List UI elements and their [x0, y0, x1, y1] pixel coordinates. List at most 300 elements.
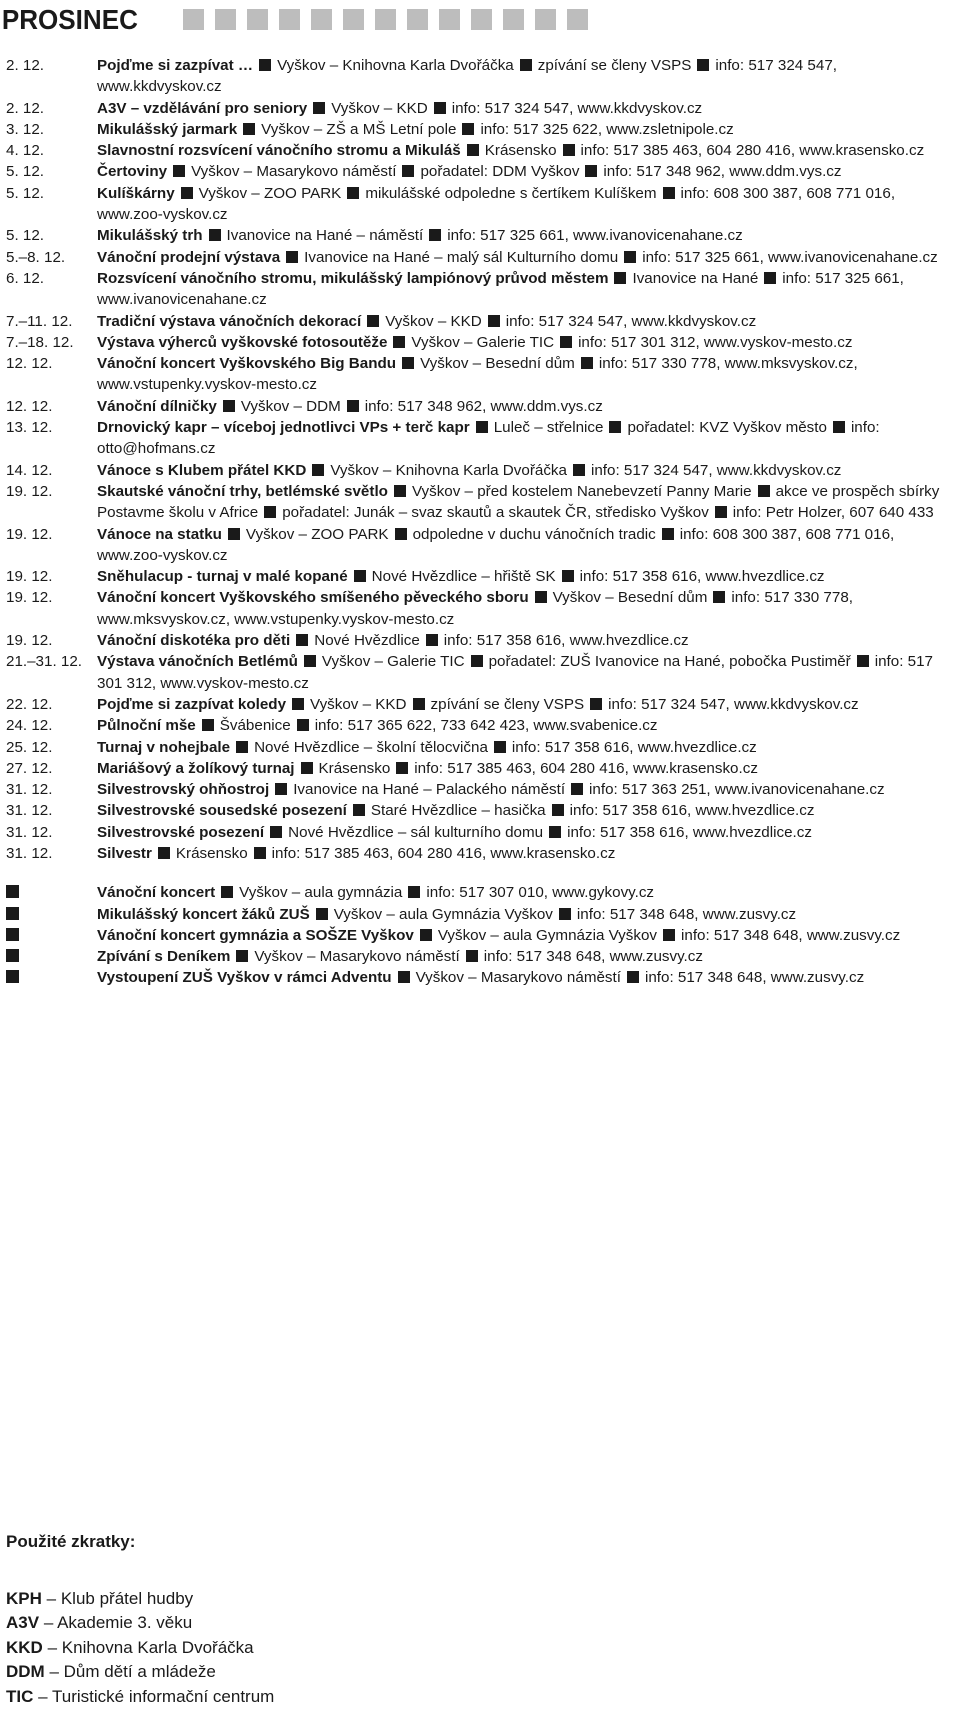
abbreviation-key: A3V	[6, 1613, 39, 1632]
event-row	[6, 311, 956, 332]
event-title: Mikulášský trh	[97, 227, 203, 244]
event-row	[6, 268, 956, 311]
event-details	[97, 630, 956, 651]
separator-square-icon	[466, 950, 478, 962]
event-info: info: 517 330 778, www.mksvyskov.cz, www.vstupenky.vyskov-mesto.cz	[97, 589, 853, 627]
separator-square-icon	[243, 123, 255, 135]
event-info: info: 517 358 616, www.hvezdlice.cz	[570, 802, 815, 819]
event-details	[97, 904, 956, 925]
event-info: info: 517 358 616, www.hvezdlice.cz	[567, 824, 812, 841]
separator-square-icon	[559, 908, 571, 920]
event-row	[6, 140, 956, 161]
event-info: info: 517 324 547, www.kkdvyskov.cz	[591, 462, 841, 479]
event-info: Vyškov – KKD	[331, 100, 428, 117]
event-details	[97, 481, 956, 524]
event-date: 5.–8. 12.	[6, 247, 97, 268]
separator-square-icon	[715, 506, 727, 518]
event-info: info: 517 363 251, www.ivanovicenahane.cz	[589, 781, 885, 798]
event-date: 19. 12.	[6, 587, 97, 630]
event-title: Výstava výherců vyškovské fotosoutěže	[97, 334, 387, 351]
event-info: info: 608 300 387, 608 771 016, www.zoo-vyskov.cz	[97, 185, 895, 223]
separator-square-icon	[158, 847, 170, 859]
event-row	[6, 55, 956, 98]
event-info: info: 517 358 616, www.hvezdlice.cz	[580, 568, 825, 585]
separator-square-icon	[396, 762, 408, 774]
event-title: Rozsvícení vánočního stromu, mikulášský lampiónový průvod městem	[97, 270, 608, 287]
event-info: Vyškov – Galerie TIC	[322, 653, 465, 670]
abbreviation-dash: –	[48, 1638, 57, 1657]
event-info: info: 517 358 616, www.hvezdlice.cz	[512, 739, 757, 756]
separator-square-icon	[494, 741, 506, 753]
abbreviation-item	[6, 1587, 406, 1612]
event-info: akce ve prospěch sbírky Postavme školu v Africe	[97, 483, 939, 521]
event-title: Vánoční prodejní výstava	[97, 249, 280, 266]
event-title: Čertoviny	[97, 163, 167, 180]
event-row	[6, 119, 956, 140]
event-details	[97, 353, 956, 396]
event-info: Ivanovice na Hané	[632, 270, 758, 287]
event-date: 19. 12.	[6, 566, 97, 587]
event-info: pořadatel: Junák – svaz skautů a skautek ČR, středisko Vyškov	[282, 504, 709, 521]
event-info: Vyškov – aula gymnázia	[239, 884, 402, 901]
separator-square-icon	[254, 847, 266, 859]
event-details	[97, 566, 956, 587]
event-info: info: 517 325 661, www.ivanovicenahane.cz	[97, 270, 904, 308]
header-square	[375, 9, 396, 30]
bullet-square-icon	[6, 885, 19, 898]
event-info: Krásensko	[176, 845, 248, 862]
separator-square-icon	[173, 165, 185, 177]
event-info: info: 517 348 962, www.ddm.vys.cz	[603, 163, 841, 180]
event-date: 2. 12.	[6, 98, 97, 119]
event-info: zpívání se členy VSPS	[431, 696, 585, 713]
separator-square-icon	[614, 272, 626, 284]
separator-square-icon	[590, 698, 602, 710]
event-details	[97, 524, 956, 567]
event-info: Vyškov – Besední dům	[420, 355, 575, 372]
event-details	[97, 140, 956, 161]
event-date: 5. 12.	[6, 225, 97, 246]
event-details	[97, 967, 956, 988]
event-title: Vánoční dílničky	[97, 398, 217, 415]
event-title: Vystoupení ZUŠ Vyškov v rámci Adventu	[97, 969, 392, 986]
event-info: info: 517 385 463, 604 280 416, www.krasensko.cz	[414, 760, 758, 777]
separator-square-icon	[476, 421, 488, 433]
event-details	[97, 119, 956, 140]
separator-square-icon	[467, 144, 479, 156]
header-square	[535, 9, 556, 30]
separator-square-icon	[408, 886, 420, 898]
bullet-square-icon	[6, 949, 19, 962]
event-info: info: 517 385 463, 604 280 416, www.krasensko.cz	[272, 845, 616, 862]
event-date: 31. 12.	[6, 822, 97, 843]
event-info: Vyškov – KKD	[310, 696, 407, 713]
separator-square-icon	[202, 719, 214, 731]
header-square	[279, 9, 300, 30]
event-date: 2. 12.	[6, 55, 97, 98]
event-info: info: 517 324 547, www.kkdvyskov.cz	[452, 100, 702, 117]
separator-square-icon	[413, 698, 425, 710]
abbreviation-value: Knihovna Karla Dvořáčka	[62, 1638, 254, 1657]
event-details	[97, 843, 956, 864]
event-info: Vyškov – před kostelem Nanebevzetí Panny Marie	[412, 483, 752, 500]
separator-square-icon	[228, 528, 240, 540]
separator-square-icon	[562, 570, 574, 582]
section-gap	[6, 864, 956, 882]
event-title: Slavnostní rozsvícení vánočního stromu a Mikuláš	[97, 142, 461, 159]
event-title: Zpívání s Deníkem	[97, 948, 230, 965]
event-info: info: 517 330 778, www.mksvyskov.cz, www.vstupenky.vyskov-mesto.cz	[97, 355, 858, 393]
separator-square-icon	[758, 485, 770, 497]
abbreviation-key: KKD	[6, 1638, 43, 1657]
separator-square-icon	[520, 59, 532, 71]
event-title: Půlnoční mše	[97, 717, 196, 734]
event-date: 27. 12.	[6, 758, 97, 779]
event-info: Vyškov – Masarykovo náměstí	[254, 948, 459, 965]
event-date: 3. 12.	[6, 119, 97, 140]
event-bullet	[6, 946, 97, 967]
page-title: PROSINEC	[0, 4, 138, 36]
event-bullet	[6, 882, 97, 903]
event-info: info: 517 348 648, www.zusvy.cz	[681, 927, 900, 944]
event-row	[6, 247, 956, 268]
event-row	[6, 904, 956, 925]
separator-square-icon	[264, 506, 276, 518]
separator-square-icon	[488, 315, 500, 327]
event-title: Turnaj v nohejbale	[97, 739, 230, 756]
header-decorative-squares	[183, 9, 588, 30]
event-title: Silvestrovský ohňostroj	[97, 781, 269, 798]
event-info: Vyškov – Masarykovo náměstí	[191, 163, 396, 180]
separator-square-icon	[535, 591, 547, 603]
separator-square-icon	[395, 528, 407, 540]
abbreviation-key: TIC	[6, 1687, 33, 1706]
event-row	[6, 481, 956, 524]
event-date: 7.–11. 12.	[6, 311, 97, 332]
header-square	[567, 9, 588, 30]
separator-square-icon	[609, 421, 621, 433]
event-info: Nové Hvězdlice – hřiště SK	[372, 568, 556, 585]
event-details	[97, 417, 956, 460]
event-details	[97, 800, 956, 821]
event-bullet	[6, 925, 97, 946]
event-details	[97, 694, 956, 715]
event-row	[6, 183, 956, 226]
event-row	[6, 566, 956, 587]
event-title: Vánoce na statku	[97, 526, 222, 543]
event-row	[6, 98, 956, 119]
event-row	[6, 946, 956, 967]
event-title: Vánoční koncert Vyškovského Big Bandu	[97, 355, 396, 372]
separator-square-icon	[292, 698, 304, 710]
event-title: Vánoční koncert	[97, 884, 215, 901]
separator-square-icon	[275, 783, 287, 795]
event-info: info: 517 365 622, 733 642 423, www.svabenice.cz	[315, 717, 658, 734]
header-square	[439, 9, 460, 30]
separator-square-icon	[367, 315, 379, 327]
event-info: Švábenice	[220, 717, 291, 734]
bullet-square-icon	[6, 907, 19, 920]
event-info: Vyškov – ZOO PARK	[246, 526, 389, 543]
event-date: 6. 12.	[6, 268, 97, 311]
abbreviation-dash: –	[49, 1662, 58, 1681]
separator-square-icon	[209, 229, 221, 241]
event-info: info: 517 325 622, www.zsletnipole.cz	[480, 121, 733, 138]
event-info: info: 517 301 312, www.vyskov-mesto.cz	[97, 653, 933, 691]
event-date: 5. 12.	[6, 161, 97, 182]
header-square	[407, 9, 428, 30]
event-info: info: 517 348 648, www.zusvy.cz	[645, 969, 864, 986]
event-date: 12. 12.	[6, 396, 97, 417]
event-details	[97, 822, 956, 843]
event-title: Mariášový a žolíkový turnaj	[97, 760, 295, 777]
event-title: Vánoční koncert gymnázia a SOŠZE Vyškov	[97, 927, 414, 944]
separator-square-icon	[354, 570, 366, 582]
event-details	[97, 587, 956, 630]
event-row	[6, 694, 956, 715]
separator-square-icon	[316, 908, 328, 920]
separator-square-icon	[627, 971, 639, 983]
abbreviation-key: DDM	[6, 1662, 45, 1681]
event-row	[6, 843, 956, 864]
event-details	[97, 161, 956, 182]
separator-square-icon	[221, 886, 233, 898]
abbreviation-value: Akademie 3. věku	[57, 1613, 192, 1632]
event-info: pořadatel: ZUŠ Ivanovice na Hané, pobočka Pustiměř	[489, 653, 851, 670]
event-date: 14. 12.	[6, 460, 97, 481]
separator-square-icon	[471, 655, 483, 667]
abbreviation-item	[6, 1636, 406, 1661]
header-square	[247, 9, 268, 30]
event-title: Silvestrovské sousedské posezení	[97, 802, 347, 819]
event-row	[6, 587, 956, 630]
separator-square-icon	[402, 357, 414, 369]
event-row	[6, 737, 956, 758]
event-details	[97, 651, 956, 694]
event-title: Silvestr	[97, 845, 152, 862]
separator-square-icon	[663, 929, 675, 941]
event-info: mikulášské odpoledne s čertíkem Kulíškem	[365, 185, 656, 202]
event-row	[6, 651, 956, 694]
event-title: A3V – vzdělávání pro seniory	[97, 100, 307, 117]
separator-square-icon	[549, 826, 561, 838]
event-bullet	[6, 967, 97, 988]
event-info: Vyškov – aula Gymnázia Vyškov	[334, 906, 553, 923]
event-info: info: 517 385 463, 604 280 416, www.krasensko.cz	[581, 142, 925, 159]
event-details	[97, 882, 956, 903]
event-info: Vyškov – Galerie TIC	[411, 334, 554, 351]
event-info: Vyškov – KKD	[385, 313, 482, 330]
event-row	[6, 822, 956, 843]
event-title: Vánoční koncert Vyškovského smíšeného pěveckého sboru	[97, 589, 529, 606]
header-square	[343, 9, 364, 30]
bullet-square-icon	[6, 970, 19, 983]
event-date: 25. 12.	[6, 737, 97, 758]
event-row	[6, 332, 956, 353]
event-details	[97, 925, 956, 946]
separator-square-icon	[434, 102, 446, 114]
separator-square-icon	[462, 123, 474, 135]
event-calendar	[6, 55, 956, 989]
event-title: Mikulášský jarmark	[97, 121, 237, 138]
separator-square-icon	[347, 187, 359, 199]
separator-square-icon	[713, 591, 725, 603]
abbreviation-dash: –	[47, 1589, 56, 1608]
abbreviation-item	[6, 1660, 406, 1685]
separator-square-icon	[663, 187, 675, 199]
event-info: Vyškov – Knihovna Karla Dvořáčka	[277, 57, 514, 74]
event-info: info: otto@hofmans.cz	[97, 419, 880, 457]
event-title: Pojďme si zazpívat …	[97, 57, 253, 74]
event-details	[97, 779, 956, 800]
event-info: info: 517 324 547, www.kkdvyskov.cz	[97, 57, 837, 95]
event-details	[97, 332, 956, 353]
event-title: Drnovický kapr – víceboj jednotlivci VPs + terč kapr	[97, 419, 470, 436]
event-details	[97, 396, 956, 417]
separator-square-icon	[312, 464, 324, 476]
separator-square-icon	[286, 251, 298, 263]
abbreviations-section	[6, 1530, 406, 1709]
separator-square-icon	[833, 421, 845, 433]
event-row	[6, 925, 956, 946]
separator-square-icon	[585, 165, 597, 177]
event-info: pořadatel: DDM Vyškov	[420, 163, 579, 180]
event-row	[6, 630, 956, 651]
event-details	[97, 247, 956, 268]
event-info: Vyškov – ZOO PARK	[199, 185, 342, 202]
page-header	[0, 0, 960, 40]
event-info: Ivanovice na Hané – náměstí	[227, 227, 424, 244]
event-info: info: 517 325 661, www.ivanovicenahane.cz	[447, 227, 743, 244]
separator-square-icon	[563, 144, 575, 156]
event-date: 19. 12.	[6, 524, 97, 567]
event-title: Vánoce s Klubem přátel KKD	[97, 462, 306, 479]
event-row	[6, 396, 956, 417]
event-details	[97, 98, 956, 119]
separator-square-icon	[402, 165, 414, 177]
event-date: 21.–31. 12.	[6, 651, 97, 694]
separator-square-icon	[394, 485, 406, 497]
event-info: info: 517 348 648, www.zusvy.cz	[577, 906, 796, 923]
event-info: info: 517 348 648, www.zusvy.cz	[484, 948, 703, 965]
event-details	[97, 715, 956, 736]
separator-square-icon	[398, 971, 410, 983]
event-title: Kulíškárny	[97, 185, 175, 202]
separator-square-icon	[697, 59, 709, 71]
event-info: info: 517 324 547, www.kkdvyskov.cz	[608, 696, 858, 713]
abbreviation-value: Dům dětí a mládeže	[64, 1662, 216, 1681]
event-info: Vyškov – Knihovna Karla Dvořáčka	[330, 462, 567, 479]
event-date: 7.–18. 12.	[6, 332, 97, 353]
event-title: Pojďme si zazpívat koledy	[97, 696, 286, 713]
event-info: Vyškov – ZŠ a MŠ Letní pole	[261, 121, 456, 138]
event-date: 31. 12.	[6, 843, 97, 864]
event-info: Krásensko	[485, 142, 557, 159]
abbreviations-list	[6, 1587, 406, 1709]
event-title: Sněhulacup - turnaj v malé kopané	[97, 568, 348, 585]
abbreviation-value: Turistické informační centrum	[52, 1687, 274, 1706]
event-date: 31. 12.	[6, 800, 97, 821]
event-details	[97, 225, 956, 246]
event-title: Výstava vánočních Betlémů	[97, 653, 298, 670]
event-details	[97, 737, 956, 758]
event-date: 19. 12.	[6, 481, 97, 524]
event-row	[6, 460, 956, 481]
header-square	[215, 9, 236, 30]
event-row	[6, 800, 956, 821]
event-title: Mikulášský koncert žáků ZUŠ	[97, 906, 310, 923]
event-row	[6, 161, 956, 182]
event-info: Staré Hvězdlice – hasička	[371, 802, 546, 819]
separator-square-icon	[420, 929, 432, 941]
event-info: info: 517 325 661, www.ivanovicenahane.cz	[642, 249, 938, 266]
header-square	[311, 9, 332, 30]
event-title: Vánoční diskotéka pro děti	[97, 632, 290, 649]
event-info: odpoledne v duchu vánočních tradic	[413, 526, 656, 543]
event-date: 31. 12.	[6, 779, 97, 800]
event-info: Vyškov – aula Gymnázia Vyškov	[438, 927, 657, 944]
event-info: info: Petr Holzer, 607 640 433	[733, 504, 934, 521]
separator-square-icon	[236, 741, 248, 753]
separator-square-icon	[297, 719, 309, 731]
separator-square-icon	[301, 762, 313, 774]
event-date: 4. 12.	[6, 140, 97, 161]
abbreviations-heading: Použité zkratky:	[6, 1530, 406, 1555]
event-row	[6, 967, 956, 988]
abbreviation-item	[6, 1611, 406, 1636]
event-details	[97, 946, 956, 967]
event-info: info: 608 300 387, 608 771 016, www.zoo-vyskov.cz	[97, 526, 894, 564]
event-title: Skautské vánoční trhy, betlémské světlo	[97, 483, 388, 500]
separator-square-icon	[296, 634, 308, 646]
event-details	[97, 460, 956, 481]
event-date: 19. 12.	[6, 630, 97, 651]
event-info: Nové Hvězdlice – školní tělocvična	[254, 739, 488, 756]
event-row	[6, 758, 956, 779]
separator-square-icon	[581, 357, 593, 369]
event-details	[97, 55, 956, 98]
separator-square-icon	[560, 336, 572, 348]
separator-square-icon	[313, 102, 325, 114]
event-date: 24. 12.	[6, 715, 97, 736]
separator-square-icon	[662, 528, 674, 540]
event-details	[97, 311, 956, 332]
separator-square-icon	[573, 464, 585, 476]
event-title: Tradiční výstava vánočních dekorací	[97, 313, 361, 330]
event-row	[6, 882, 956, 903]
event-info: info: 517 324 547, www.kkdvyskov.cz	[506, 313, 756, 330]
separator-square-icon	[259, 59, 271, 71]
event-row	[6, 225, 956, 246]
event-info: info: 517 358 616, www.hvezdlice.cz	[444, 632, 689, 649]
abbreviation-dash: –	[38, 1687, 47, 1706]
separator-square-icon	[270, 826, 282, 838]
event-row	[6, 353, 956, 396]
event-info: Luleč – střelnice	[494, 419, 604, 436]
event-row	[6, 524, 956, 567]
abbreviation-item	[6, 1685, 406, 1709]
event-info: Vyškov – Besední dům	[553, 589, 708, 606]
event-info: zpívání se členy VSPS	[538, 57, 692, 74]
separator-square-icon	[223, 400, 235, 412]
header-square	[503, 9, 524, 30]
event-details	[97, 758, 956, 779]
abbreviation-value: Klub přátel hudby	[61, 1589, 193, 1608]
event-date: 22. 12.	[6, 694, 97, 715]
bullet-square-icon	[6, 928, 19, 941]
event-details	[97, 183, 956, 226]
separator-square-icon	[624, 251, 636, 263]
